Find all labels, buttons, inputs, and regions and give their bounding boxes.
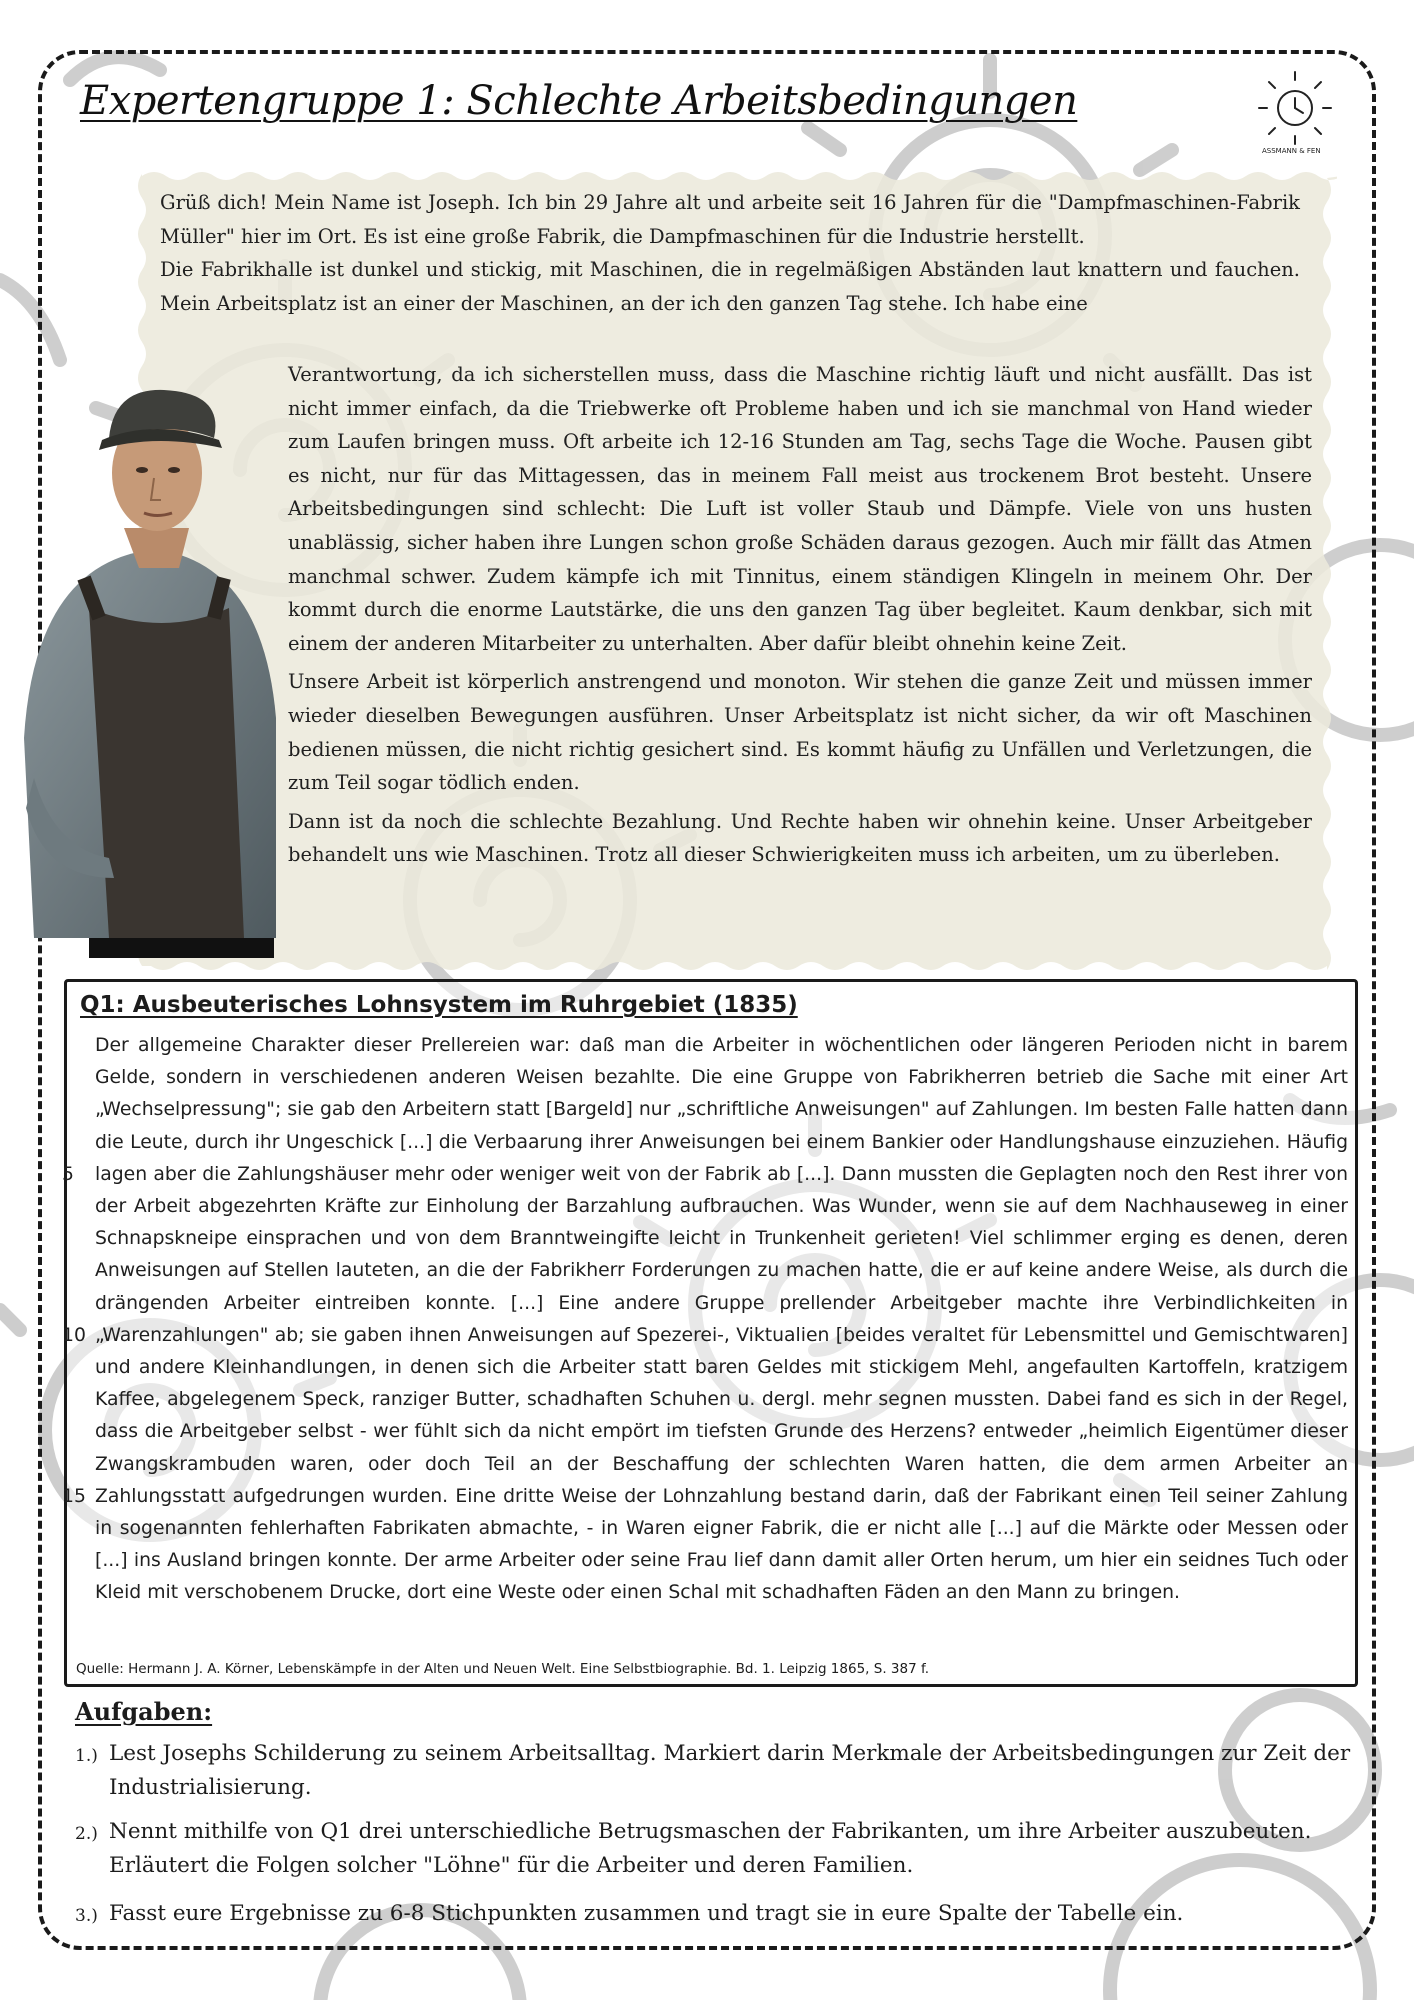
- line-numbers: [62, 1030, 86, 1642]
- line-number: [62, 1352, 86, 1384]
- line-number: [62, 1094, 86, 1126]
- line-number: 15: [62, 1485, 86, 1507]
- line-number: [62, 1384, 86, 1416]
- line-number: [62, 1191, 86, 1223]
- story-paragraph-2-rest: Verantwortung, da ich sicherstellen muss, dass die Maschine richtig läuft und nicht ausfällt. Das ist nicht immer einfach, da die Triebwerke oft Probleme haben und ich sie manchmal von Hand wieder zum Laufen bringen muss. Oft arbeite ich 12-16 Stunden am Tag, sechs Tage die Woche. Pausen gibt es nicht, nur für das Mittagessen, das in meinem Fall meist aus trockenem Brot besteht. Unsere Arbeitsbedingungen sind schlecht: Die Luft ist voller Staub und Dämpfe. Viele von uns husten unablässig, sicher haben ihre Lungen schon große Schäden daraus gezogen. Auch mir fällt das Atmen manchmal schwer. Zudem kämpfe ich mit Tinnitus, einem ständigen Klingeln in meinem Ohr. Der kommt durch die enorme Lautstärke, die uns den ganzen Tag über begleitet. Kaum denkbar, sich mit einem der anderen Mitarbeiter zu unterhalten. Aber dafür bleibt ohnehin keine Zeit.: [288, 363, 1312, 655]
- line-number: [62, 1545, 86, 1577]
- task-text: Nennt mithilfe von Q1 drei unterschiedliche Betrugsmaschen der Fabrikanten, um ihre Arbeiter auszubeuten. Erläutert die Folgen solcher "Löhne" für die Arbeiter und deren Familien.: [109, 1819, 1312, 1878]
- line-number: [62, 1288, 86, 1320]
- line-number: [62, 1513, 86, 1545]
- tasks-heading: Aufgaben:: [75, 1697, 213, 1726]
- line-number: [62, 1609, 86, 1641]
- line-number: [62, 1255, 86, 1287]
- clock-sun-icon: [1250, 66, 1340, 156]
- story-paragraph-3: Unsere Arbeit ist körperlich anstrengend und monoton. Wir stehen die ganze Zeit und müssen immer wieder dieselben Bewegungen ausführen. Unser Arbeitsplatz ist nicht sicher, da wir oft Maschinen bedienen müssen, die nicht richtig gesichert sind. Es kommt häufig zu Unfällen und Verletzungen, die zum Teil sogar tödlich enden.: [288, 670, 1312, 795]
- task-number: 2.): [75, 1824, 98, 1844]
- story-paragraph-4: Dann ist da noch die schlechte Bezahlung. Und Rechte haben wir ohnehin keine. Unser Arbeitgeber behandelt uns wie Maschinen. Trotz all dieser Schwierigkeiten muss ich arbeiten, um zu überleben.: [288, 809, 1312, 867]
- page-title: Expertengruppe 1: Schlechte Arbeitsbedingungen: [80, 78, 1078, 124]
- source-citation: Quelle: Hermann J. A. Körner, Lebenskämpfe in der Alten und Neuen Welt. Eine Selbstbiographie. Bd. 1. Leipzig 1865, S. 387 f.: [76, 1661, 930, 1677]
- source-title: Q1: Ausbeuterisches Lohnsystem im Ruhrgebiet (1835): [80, 992, 798, 1018]
- story-intro: [160, 186, 1300, 320]
- story-paragraph-1: Grüß dich! Mein Name ist Joseph. Ich bin 29 Jahre alt und arbeite seit 16 Jahren für die "Dampfmaschinen-Fabrik Müller" hier im Ort. Es ist eine große Fabrik, die Dampfmaschinen für die Industrie herstellt.: [160, 191, 1300, 248]
- line-number: 5: [62, 1163, 74, 1185]
- task-number: 1.): [75, 1746, 98, 1766]
- line-number: [62, 1127, 86, 1159]
- logo-text: ASSMANN & FEN: [1262, 147, 1321, 155]
- line-number: [62, 1416, 86, 1448]
- task-text: Fasst eure Ergebnisse zu 6-8 Stichpunkten zusammen und tragt sie in eure Spalte der Tabelle ein.: [109, 1901, 1184, 1926]
- source-text: Der allgemeine Charakter dieser Prellereien war: daß man die Arbeiter in wöchentlichen oder längeren Perioden nicht in barem Gelde, sondern in verschiedenen anderen Weisen bezahlte. Die eine Gruppe von Fabrikherren betrieb die Sache mit einer Art „Wechselpressung"; sie gab den Arbeitern statt [Bargeld] nur „schriftliche Anweisungen" auf Zahlungen. Im besten Falle hatten dann die Leute, durch ihr Ungeschick [...] die Verbaarung ihrer Anweisungen bei einem Bankier oder Handlungshause einzuziehen. Häufig lagen aber die Zahlungshäuser mehr oder weniger weit von der Fabrik ab [...]. Dann mussten die Geplagten noch den Rest ihrer von der Arbeit abgezehrten Kräfte zur Einholung der Barzahlung aufbrauchen. Was Wunder, wenn sie auf dem Nachhauseweg in einer Schnapskneipe einsprachen und von dem Branntweingifte leicht in Trunkenheit gerieten! Viel schlimmer erging es denen, deren Anweisungen auf Stellen lauteten, an die der Fabrikherr Forderungen zu machen hatte, die er auf keine andere Weise, als durch die drängenden Arbeiter eintreiben konnte. [...] Eine andere Gruppe prellender Arbeitgeber machte ihre Verbindlichkeiten in „Warenzahlungen" ab; sie gaben ihnen Anweisungen auf Spezerei-, Viktualien [beides veraltet für Lebensmittel und Gemischtwaren] und andere Kleinhandlungen, in denen sich die Arbeiter statt baren Geldes mit stickigem Mehl, angefaulten Kartoffeln, kratzigem Kaffee, abgelegenem Speck, ranziger Butter, schadhaften Schuhen u. dergl. mehr segnen mussten. Dabei fand es sich in der Regel, dass die Arbeitgeber selbst - wer fühlt sich da nicht empört im tiefsten Grunde des Herzens? entweder „heimlich Eigentümer dieser Zwangskrambuden waren, oder doch Teil an der Beschaffung der schlechten Waren hatten, die dem armen Arbeiter an Zahlungsstatt aufgedrungen wurden. Eine dritte Weise der Lohnzahlung bestand darin, daß der Fabrikant einen Teil seiner Zahlung in sogenannten fehlerhaften Fabrikaten abmachte, - in Waren eigner Fabrik, die er nicht alle [...] auf die Märkte oder Messen oder [...] ins Ausland bringen konnte. Der arme Arbeiter oder seine Frau lief dann damit aller Orten herum, um hier ein seidnes Tuch oder Kleid mit verschobenem Drucke, dort eine Weste oder einen Schal mit schadhaften Fäden an den Mann zu bringen.: [95, 1035, 1348, 1604]
- story-paragraph-2-start: Die Fabrikhalle ist dunkel und stickig, mit Maschinen, die in regelmäßigen Abständen laut knattern und fauchen. Mein Arbeitsplatz ist an einer der Maschinen, an der ich den ganzen Tag stehe. Ich habe eine: [160, 258, 1300, 315]
- task-text: Lest Josephs Schilderung zu seinem Arbeitsalltag. Markiert darin Merkmale der Arbeitsbedingungen zur Zeit der Industrialisierung.: [109, 1741, 1351, 1800]
- line-number: [62, 1448, 86, 1480]
- line-number: [62, 1577, 86, 1609]
- story-main: [288, 358, 1312, 872]
- line-number: [62, 1062, 86, 1094]
- task-number: 3.): [75, 1906, 98, 1926]
- line-number: 10: [62, 1324, 86, 1346]
- line-number: [62, 1030, 86, 1062]
- worker-portrait: [14, 378, 278, 958]
- line-number: [62, 1223, 86, 1255]
